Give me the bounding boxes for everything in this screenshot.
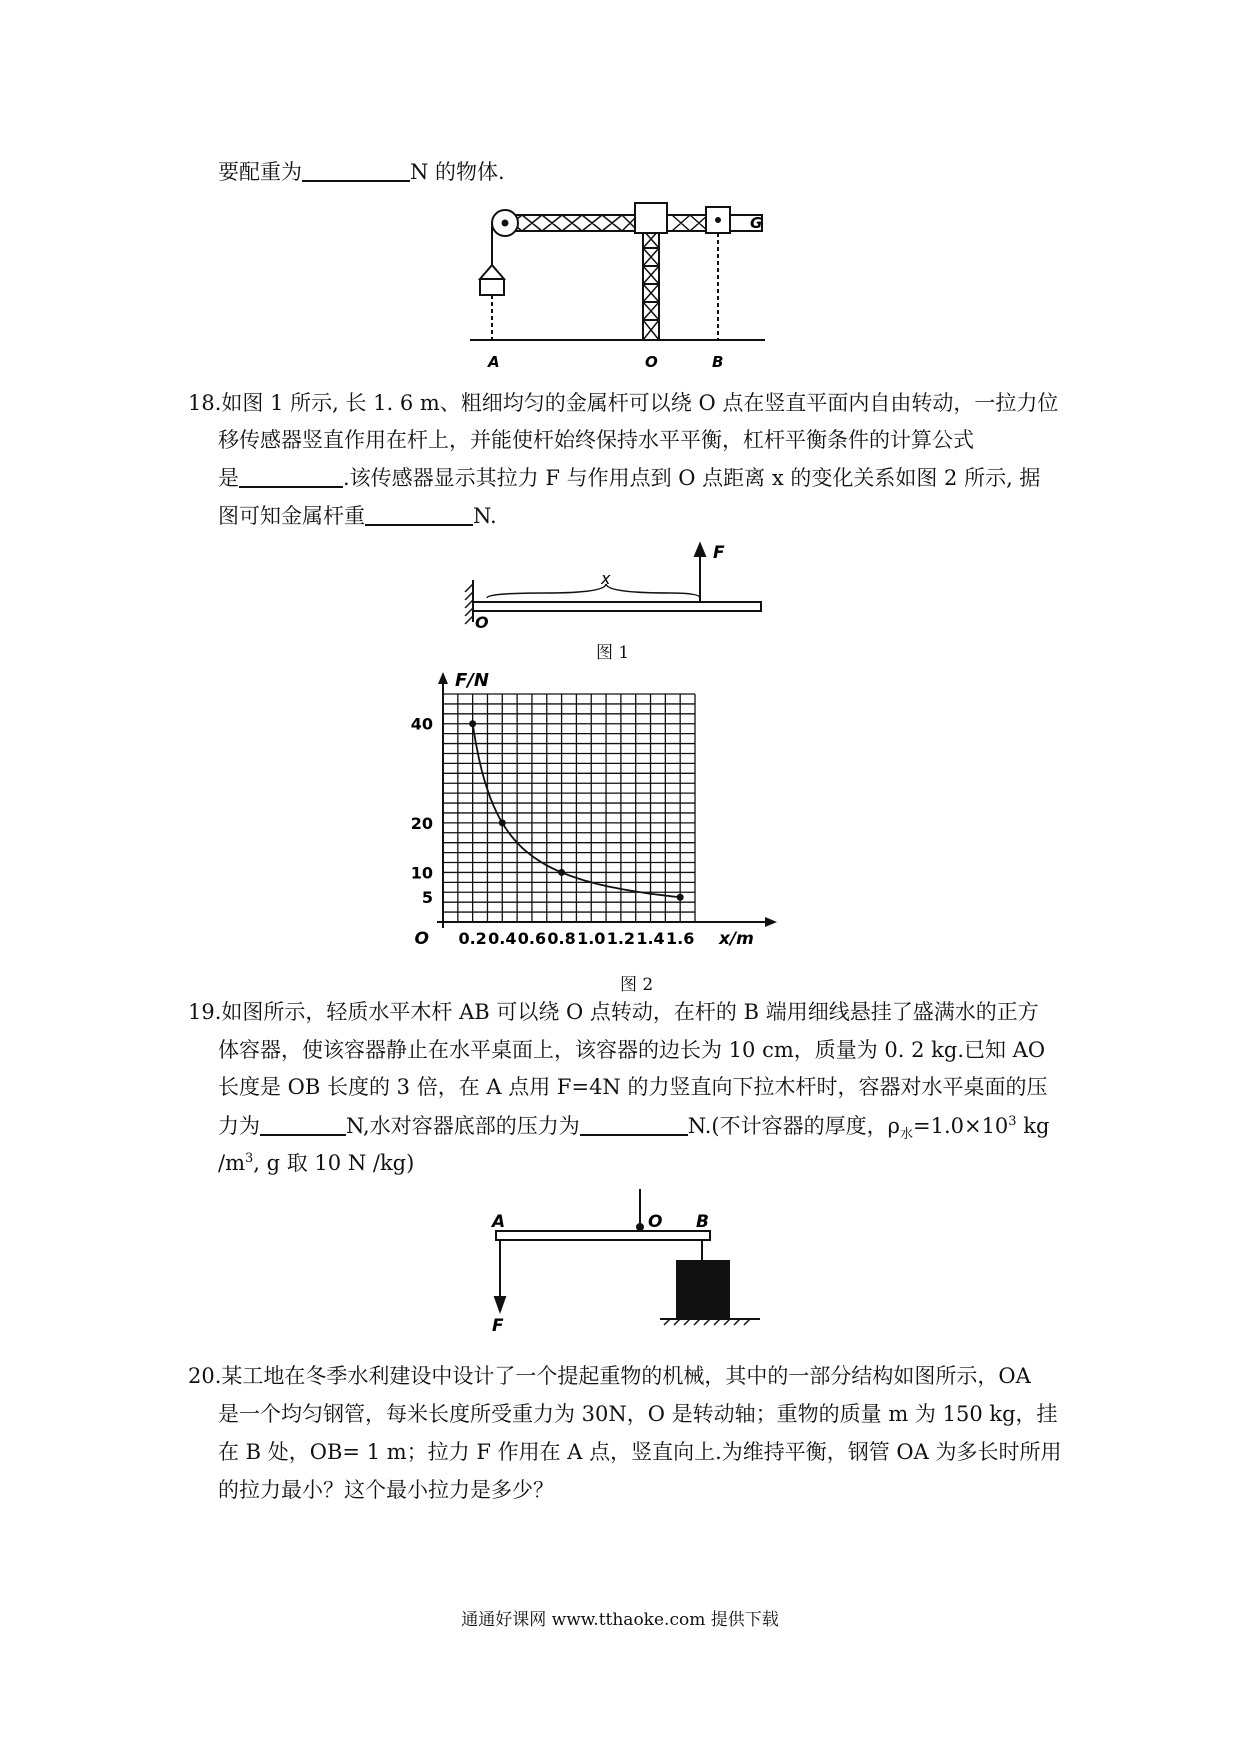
x-tick-label: 0.8: [547, 929, 576, 948]
y-tick-label: 40: [410, 714, 433, 734]
q17-text-suffix: N 的物体.: [410, 160, 505, 184]
lever-label-a: A: [492, 1212, 506, 1232]
q18-formula-blank[interactable]: [239, 468, 343, 488]
figure-2-caption: 图 2: [620, 975, 654, 995]
q19-line-5: [218, 1152, 414, 1174]
crane-figure: [460, 195, 780, 375]
data-point: [469, 720, 476, 727]
data-point: [499, 819, 506, 826]
y-axis-label: F/N: [455, 670, 489, 691]
rod-label-x: x: [601, 569, 611, 588]
q18-line-4-prefix: 图可知金属杆重: [218, 504, 365, 528]
chart-labels: [411, 670, 754, 949]
q19-line-5-pre: /m: [218, 1151, 245, 1175]
q19-pressure-blank[interactable]: [260, 1116, 346, 1136]
q19-line-2: 体容器，使该容器静止在水平桌面上，该容器的边长为 10 cm，质量为 0. 2 kg.已知 AO: [218, 1038, 1046, 1062]
crane-label-g: G: [750, 214, 763, 232]
q19-line-4-prefix: 力为: [218, 1114, 260, 1138]
crane-label-a: A: [488, 353, 500, 371]
q19-line-1: 19.如图所示，轻质水平木杆 AB 可以绕 O 点转动，在杆的 B 端用细线悬挂了盛满水的正方: [188, 1000, 1039, 1024]
q17-text-prefix: 要配重为: [218, 160, 302, 184]
figure-1-caption: 图 1: [596, 643, 630, 663]
crane-label-b: B: [712, 353, 724, 371]
x-tick-label: 1.0: [577, 929, 606, 948]
q18-line-3: [218, 468, 1040, 489]
q18-line-4-suffix: N.: [473, 504, 497, 528]
lever-label-b: B: [696, 1212, 709, 1232]
q18-line-2: 移传感器竖直作用在杆上，并能使杆始终保持水平平衡，杠杆平衡条件的计算公式: [218, 428, 974, 452]
y-tick-label: 10: [410, 863, 433, 883]
x-axis-label: x/m: [719, 929, 754, 949]
data-point: [558, 869, 565, 876]
q17-answer-blank[interactable]: [302, 162, 410, 182]
x-tick-label: 0.2: [458, 929, 487, 948]
q19-line-4: [218, 1115, 1049, 1141]
x-tick-label: 1.2: [606, 929, 636, 948]
y-tick-label: 20: [410, 813, 433, 833]
q18-line-4: [218, 506, 497, 527]
x-tick-label: 1.4: [636, 929, 665, 948]
q19-line-4-tail: =1.0×10: [912, 1114, 1009, 1138]
q20-line-1: 20.某工地在冬季水利建设中设计了一个提起重物的机械，其中的一部分结构如图所示，OA: [188, 1364, 1031, 1388]
lever-label-o: O: [648, 1212, 663, 1232]
crane-label-o: O: [645, 353, 658, 371]
q19-line-3: 长度是 OB 长度的 3 倍，在 A 点用 F=4N 的力竖直向下拉木杆时，容器对水平桌面的压: [218, 1075, 1048, 1099]
q19-line-5-post: , g 取 10 N /kg): [253, 1151, 415, 1175]
q18-line-1: 18.如图 1 所示, 长 1. 6 m、粗细均匀的金属杆可以绕 O 点在竖直平面内自由转动，一拉力位: [188, 391, 1059, 415]
rod-label-f: F: [713, 543, 725, 563]
q18-line-3-suffix: .该传感器显示其拉力 F 与作用点到 O 点距离 x 的变化关系如图 2 所示, 据: [343, 466, 1041, 490]
chart-grid: [443, 694, 695, 922]
rod-label-o: O: [475, 613, 489, 630]
q19-line-5-exponent: 3: [245, 1151, 254, 1166]
q19-line-4-unit: kg: [1016, 1114, 1050, 1138]
q20-line-4: 的拉力最小？这个最小拉力是多少？: [218, 1478, 554, 1502]
x-tick-label: 0.4: [488, 929, 517, 948]
q18-line-3-prefix: 是: [218, 466, 239, 490]
q20-line-2: 是一个均匀钢管，每米长度所受重力为 30N，O 是转动轴；重物的质量 m 为 150 kg，挂: [218, 1402, 1058, 1426]
q17-answer-line: [218, 162, 505, 183]
force-distance-chart: [395, 670, 855, 970]
q20-line-3: 在 B 处，OB= 1 m；拉力 F 作用在 A 点，竖直向上.为维持平衡，钢管 OA 为多长时所用: [218, 1440, 1062, 1464]
origin-label: O: [414, 929, 429, 949]
q19-line-4-suffix: N.(不计容器的厚度，ρ: [687, 1114, 900, 1138]
rod-figure: [455, 540, 775, 630]
data-point: [677, 894, 684, 901]
lever-figure: [480, 1185, 780, 1335]
q18-weight-blank[interactable]: [365, 506, 473, 526]
q19-exponent: 3: [1008, 1114, 1017, 1129]
y-tick-label: 5: [421, 888, 433, 908]
y-axis-arrow: [438, 672, 448, 684]
x-tick-label: 1.6: [666, 929, 695, 948]
q19-line-4-mid: N,水对容器底部的压力为: [346, 1114, 580, 1138]
q19-rho-subscript: 水: [899, 1127, 913, 1143]
page-footer: 通通好课网 www.tthaoke.com 提供下载: [461, 1610, 779, 1630]
lever-label-f: F: [492, 1316, 504, 1335]
x-tick-label: 0.6: [517, 929, 547, 948]
x-axis-arrow: [765, 917, 777, 927]
q19-water-force-blank[interactable]: [580, 1116, 688, 1136]
